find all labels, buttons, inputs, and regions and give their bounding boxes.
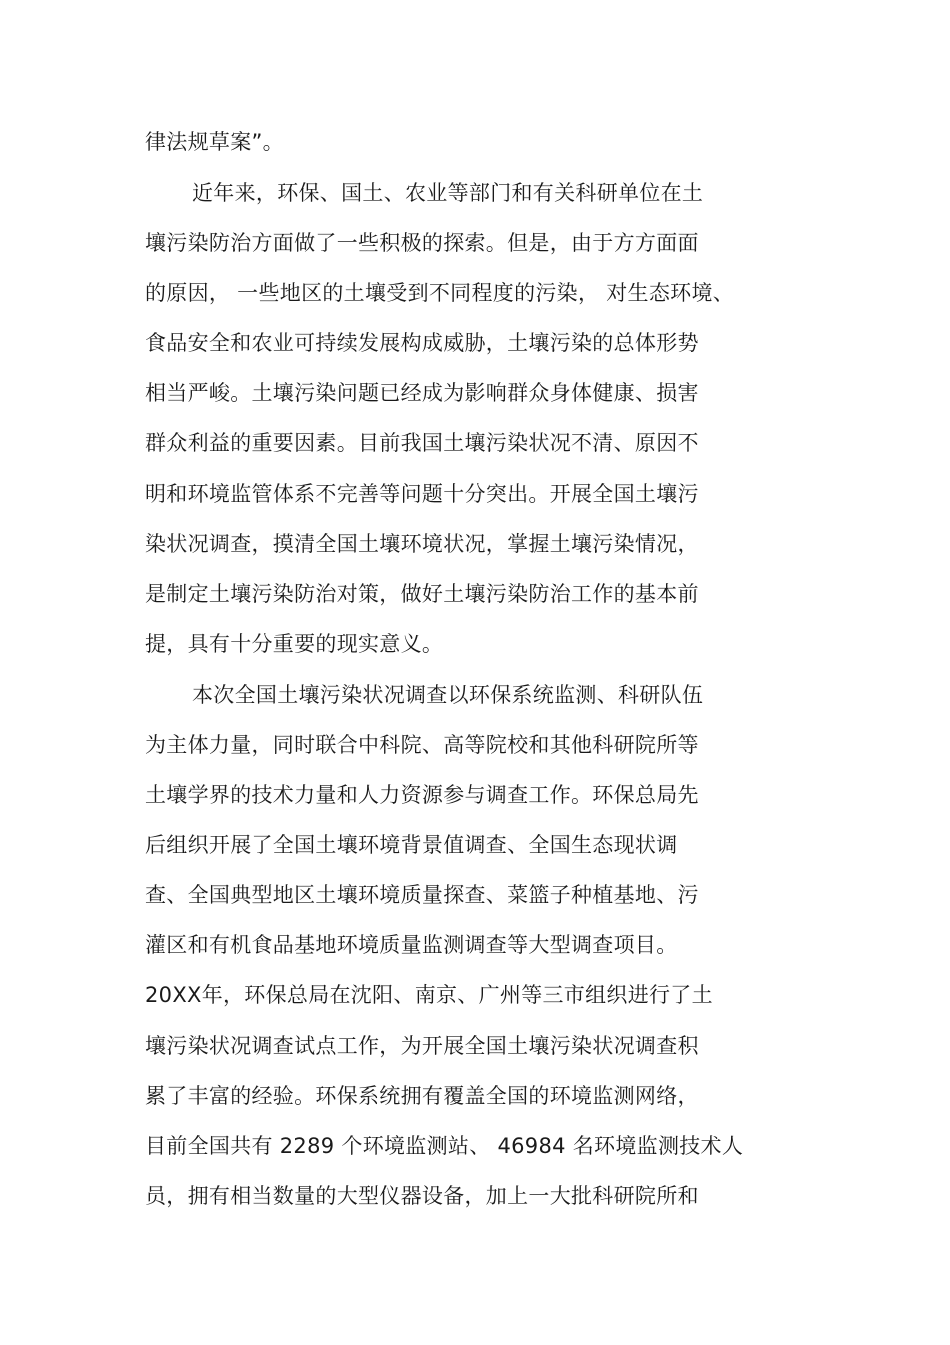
paragraph-first-line: 本次全国土壤污染状况调查以环保系统监测、科研队伍: [192, 683, 704, 707]
text-line: 灌区和有机食品基地环境质量监测调查等大型调查项目。: [145, 933, 678, 957]
paragraph-first-line: 近年来，环保、国土、农业等部门和有关科研单位在土: [192, 181, 704, 205]
text-line: 明和环境监管体系不完善等问题十分突出。开展全国土壤污: [145, 482, 699, 506]
text-line: 群众利益的重要因素。目前我国土壤污染状况不清、原因不: [145, 431, 699, 455]
text-line: 食品安全和农业可持续发展构成威胁，土壤污染的总体形势: [145, 331, 699, 355]
text-line: 提，具有十分重要的现实意义。: [145, 632, 444, 656]
text-line: 累了丰富的经验。环保系统拥有覆盖全国的环境监测网络，: [145, 1084, 699, 1108]
text-line: 壤污染状况调查试点工作，为开展全国土壤污染状况调查积: [145, 1034, 699, 1058]
text-line: 目前全国共有 2289 个环境监测站、 46984 名环境监测技术人: [145, 1134, 744, 1158]
text-line: 相当严峻。土壤污染问题已经成为影响群众身体健康、损害: [145, 381, 699, 405]
text-line: 查、全国典型地区土壤环境质量探查、菜篮子种植基地、污: [145, 883, 699, 907]
text-line: 20XX年，环保总局在沈阳、南京、广州等三市组织进行了土: [145, 983, 713, 1007]
text-line: 土壤学界的技术力量和人力资源参与调查工作。环保总局先: [145, 783, 699, 807]
text-line: 员，拥有相当数量的大型仪器设备，加上一大批科研院所和: [145, 1184, 699, 1208]
text-line: 后组织开展了全国土壤环境背景值调查、全国生态现状调: [145, 833, 678, 857]
text-line: 律法规草案”。: [145, 130, 284, 154]
text-line: 染状况调查，摸清全国土壤环境状况，掌握土壤污染情况，: [145, 532, 699, 556]
text-line: 为主体力量，同时联合中科院、高等院校和其他科研院所等: [145, 733, 699, 757]
text-line: 壤污染防治方面做了一些积极的探索。但是，由于方方面面: [145, 231, 699, 255]
text-line: 的原因， 一些地区的土壤受到不同程度的污染， 对生态环境、: [145, 281, 735, 305]
text-line: 是制定土壤污染防治对策，做好土壤污染防治工作的基本前: [145, 582, 699, 606]
